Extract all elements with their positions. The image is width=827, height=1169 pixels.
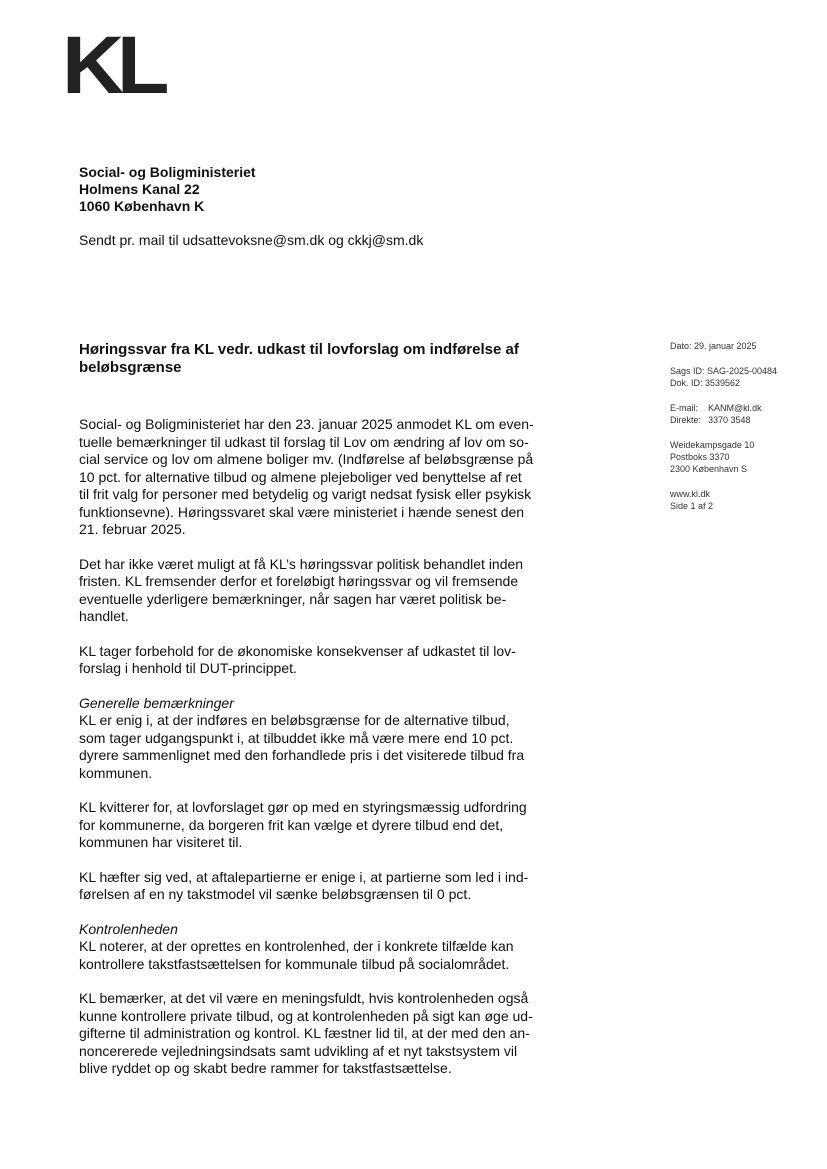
recipient-street: Holmens Kanal 22 (79, 181, 200, 197)
section-heading: Generelle bemærkninger (79, 694, 234, 711)
paragraph-line: fristen. KL fremsender derfor et foreløbigt høringssvar og vil fremsende (79, 573, 519, 589)
recipient-address (79, 164, 256, 215)
paragraph-line: kommunen. (79, 764, 153, 781)
paragraph-line: førelsen af en ny takstmodel vil sænke beløbsgrænsen til 0 pct. (79, 886, 472, 902)
sidebar-page-number: Side 1 af 2 (670, 501, 714, 511)
paragraph-line: 10 pct. for alternative tilbud og almene plejeboliger ved benyttelse af ret (79, 468, 522, 485)
sidebar-address-city: 2300 København S (670, 464, 748, 474)
kl-logo: KL (62, 20, 163, 111)
paragraph-line: blive ryddet op og skabt bedre rammer for takstfastsættelse. (79, 1060, 452, 1076)
sidebar-direct-phone (670, 414, 820, 426)
body-paragraph (79, 695, 559, 783)
recipient-name: Social- og Boligministeriet (79, 164, 256, 180)
sidebar-website: www.kl.dk (670, 489, 711, 499)
body-paragraph (79, 869, 559, 904)
paragraph-line: tuelle bemærkninger til udkast til forslag til Lov om ændring af lov om so- (79, 433, 529, 450)
body-paragraph (79, 416, 559, 539)
sidebar-email-value: KANM@kl.dk (708, 403, 762, 413)
sent-line: Sendt pr. mail til udsattevoksne@sm.dk og ckkj@sm.dk (79, 232, 424, 248)
paragraph-line: KL tager forbehold for de økonomiske konsekvenser af udkastet til lov- (79, 642, 516, 659)
paragraph-line: Social- og Boligministeriet har den 23. januar 2025 anmodet KL om even- (79, 416, 534, 432)
paragraph-line: KL hæfter sig ved, at aftalepartierne er enige i, at partierne som led i ind- (79, 868, 529, 885)
sidebar-address-street: Weidekampsgade 10 (670, 440, 755, 450)
body-paragraph (79, 556, 559, 626)
paragraph-line: kommunen har visiteret til. (79, 834, 243, 850)
paragraph-line: dyrere sammenlignet med den forhandlede pris i det visiterede tilbud fra (79, 747, 525, 763)
letter-body (79, 416, 559, 1095)
paragraph-line: forslag i henhold til DUT-princippet. (79, 660, 297, 676)
sidebar-date: Dato: 29. januar 2025 (670, 341, 757, 351)
paragraph-line: KL noterer, at der oprettes en kontrolenhed, der i konkrete tilfælde kan (79, 938, 514, 954)
document-title (79, 341, 559, 377)
body-paragraph (79, 799, 559, 852)
paragraph-line: Det har ikke været muligt at få KL’s høringssvar politisk behandlet inden (79, 555, 524, 572)
body-paragraph (79, 643, 559, 678)
body-paragraph (79, 921, 559, 974)
sidebar-doc-id: Dok. ID: 3539562 (670, 378, 741, 388)
paragraph-line: til frit valg for personer med betydelig og varigt nedsat fysisk eller psykisk (79, 486, 532, 502)
section-heading: Kontrolenheden (79, 920, 178, 937)
paragraph-line: noncererede vejledningsindsats samt udvikling af et nyt takstsystem vil (79, 1042, 518, 1059)
sidebar-email (670, 402, 820, 414)
paragraph-line: handlet. (79, 608, 129, 624)
paragraph-line: KL bemærker, at det vil være en meningsfuldt, hvis kontrolenheden også (79, 990, 529, 1006)
title-line: Høringssvar fra KL vedr. udkast til lovforslag om indførelse af (79, 341, 519, 358)
paragraph-line: for kommunerne, da borgeren frit kan vælge et dyrere tilbud end det, (79, 816, 504, 833)
paragraph-line: KL kvitterer for, at lovforslaget gør op med en styringsmæssig udfordring (79, 799, 527, 815)
recipient-city: 1060 København K (79, 198, 205, 214)
paragraph-line: cial service og lov om almene boliger mv. (Indførelse af beløbsgrænse på (79, 451, 534, 467)
paragraph-line: eventuelle yderligere bemærkninger, når sagen har været politisk be- (79, 590, 507, 607)
sidebar-email-label: E-mail: (670, 403, 699, 413)
paragraph-line: gifterne til administration og kontrol. KL fæstner lid til, at der med den an- (79, 1025, 530, 1041)
paragraph-line: kunne kontrollere private tilbud, og at kontrolenheden på sigt kan øge ud- (79, 1007, 533, 1024)
paragraph-line: som tager udgangspunkt i, at tilbuddet ikke må være mere end 10 pct. (79, 729, 514, 746)
paragraph-line: funktionsevne). Høringssvaret skal være ministeriet i hænde senest den (79, 503, 525, 520)
sidebar-address-box: Postboks 3370 (670, 452, 730, 462)
paragraph-line: kontrollere takstfastsættelsen for kommunale tilbud på socialområdet. (79, 955, 510, 972)
sidebar-direct-value: 3370 3548 (708, 415, 751, 425)
paragraph-line: KL er enig i, at der indføres en beløbsgrænse for de alternative tilbud, (79, 712, 510, 728)
sidebar-direct-label: Direkte: (670, 415, 702, 425)
title-line: beløbsgrænse (79, 359, 182, 376)
body-paragraph (79, 990, 559, 1078)
sidebar-case-id: Sags ID: SAG-2025-00484 (670, 366, 778, 376)
sidebar-info (670, 340, 820, 525)
paragraph-line: 21. februar 2025. (79, 521, 186, 537)
